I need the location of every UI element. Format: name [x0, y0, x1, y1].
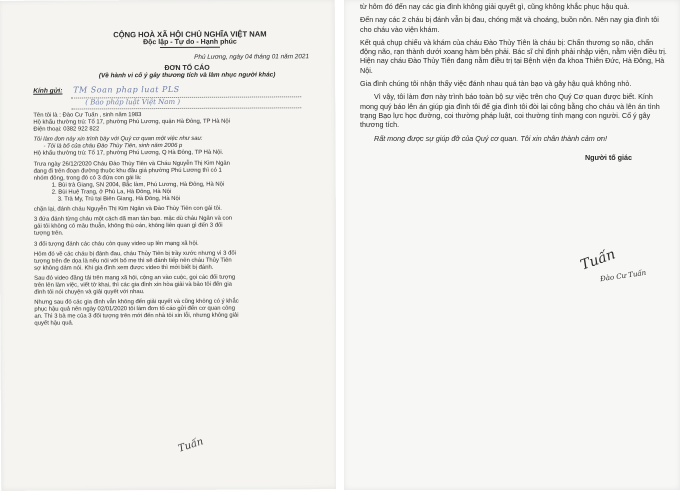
header-underline [160, 47, 220, 48]
page1-line: tượng trên. [33, 230, 64, 238]
recipient-handwritten-2: ( Báo pháp luật Việt Nam ) [85, 97, 181, 107]
page1-line: an. Thì 3 bà mẹ của 3 đối tượng trên mới đến nhà tôi xin lỗi, nhưng không giải [34, 312, 239, 321]
page1-line: đang đi trên đoạn đường thuộc khu đầu giá phường Phú Lương thì có 1 [33, 167, 222, 175]
signer-label: Người tố giác [584, 152, 632, 162]
page1-line: Nhưng sau đó các gia đình vẫn không đến giải quyết và cũng không có ý khắc [34, 298, 239, 306]
page1-line: Hộ khẩu thường trú: Tổ 17, phường Phú Lương, Q Hà Đông, TP Hà Nội. [33, 150, 224, 158]
page2-paragraph: Gia đình chúng tôi nhận thấy việc đánh nhau quá tàn bạo và gây hậu quả không nhỏ. [360, 79, 632, 89]
page1-line: chặn lại, đánh cháu Nguyễn Thị Kim Ngân và Đào Thùy Tiên con gái tôi. [33, 205, 222, 213]
page1-line: Tên tôi là : Đào Cư Tuấn , sinh năm 1983 [33, 112, 142, 119]
page1-line: Điện thoại: 0382 922 822 [33, 126, 100, 133]
page1-line: gái tôi không có mâu thuẫn, không thù oán, không liên quan gì đến 3 đối [33, 223, 223, 231]
page1-line: phục hậu quả nên ngày 02/01/2020 tôi làm đơn tố cáo gửi đến cơ quan công [34, 305, 236, 313]
page2-paragraph: Vì vậy, tôi làm đơn này trình báo toàn bộ sự việc trên cho Quý Cơ quan được biết. Kính mong quý báo lên án giúp gia đình tôi để gia đình tôi đòi lại công bằng cho cháu và lên án tình trạng Bạo lực học đường, coi thường pháp luật, coi thường tính mạng con người. Cố ý gây thương tích. [360, 92, 660, 130]
page1-line: 1. Bùi trà Giang, SN 2004, Bắc làm, Phú Lương, Hà Đông, Hà Nội [51, 181, 225, 189]
recipient-block [33, 86, 327, 110]
document-date: Phú Lương, ngày 04 tháng 01 năm 2021 [194, 53, 310, 61]
page1-line: 3. Trà My, Trú tại Biên Giang, Hà Đông, Hà Nội [57, 195, 181, 203]
page2-paragraph: Đến nay các 2 cháu bị đánh vẫn bị đau, chóng mặt và choáng, buồn nôn. Nên nay gia đình tôi cho cháu vào viện khám. [360, 15, 659, 34]
country-header: CỘNG HOÀ XÃ HỘI CHỦ NGHĨA VIỆT NAM [113, 29, 267, 40]
page1-line: trên lên làm việc, viết tờ khai, thì các gia đình xin hòa giải và bảo tôi đến gia [34, 281, 232, 289]
page1-line: Hộ khẩu thường trú: Tổ 17, phường Phú Lương, quận Hà Đông, TP Hà Nội [33, 118, 231, 126]
page1-line: Hôm đó về các cháu bị đánh đau, cháu Thủy Tiên bị trầy xước nhưng vì 3 đối [34, 250, 236, 258]
signer-name: Đào Cư Tuấn [599, 268, 647, 284]
page1-signature: Tuấn [176, 436, 205, 455]
page1-line: quyết hậu quả. [34, 320, 74, 328]
page1-body [33, 111, 328, 328]
page1-line: tượng trên đe dọa là nếu nói với bố mẹ thì sẽ đánh tiếp nên cháu Thủy Tiên [34, 257, 232, 265]
motto: Độc lập - Tự do - Hạnh phúc [143, 38, 237, 47]
page2-paragraph: Kết quả chụp chiếu và khám của cháu Đào Thủy Tiên là cháu bị: Chấn thương sọ não, chấn động não, rạn thành dưới xoang hàm bên phải. Bác sĩ chỉ định phải nhập viện, nằm viện điều trị. Hiện nay cháu Đào Thủy Tiên đang nằm điều trị tại Bệnh viện đa khoa Thiên Đức, Hà Đông, Hà Nội. [360, 37, 667, 75]
page1-line: Sau đó video đăng tải trên mạng xã hội, cộng an vào cuộc, gọi các đối tượng [34, 274, 236, 282]
page1-line: đình tôi nói chuyện và giải quyết với nhau. [34, 289, 145, 296]
page1-line: - Tôi là bố của cháu Đào Thùy Tiên, sinh năm 2006 p [43, 143, 183, 151]
page1-line: sợ không dám nói. Khi gia đình xem được video thì mới biết bị đánh. [34, 264, 214, 272]
page2-body [360, 2, 670, 143]
page2-paragraph: Rất mong được sự giúp đỡ của Quý cơ quan. Tôi xin chân thành cảm ơn! [374, 133, 608, 143]
recipient-handwritten-1: TM Soan phap luat PLS [73, 84, 180, 95]
document-page-1 [0, 0, 337, 491]
page2-signature: Tuấn [578, 246, 618, 274]
page1-line: 3 đối tượng đánh các cháu còn quay video up lên mạng xã hội. [33, 240, 199, 248]
document-page-2 [344, 0, 680, 490]
page1-line: 2. Bùi Huệ Trang, ở Phú La, Hà Đông, Hà Nội [51, 188, 172, 196]
page1-line: Tôi làm đơn này xin trình bày với Quý cơ quan một việc như sau: [33, 136, 203, 143]
document-subtitle: (Về hành vi cố ý gây thương tích và làm nhục người khác) [98, 71, 276, 80]
page1-line: nhóm đông, trong đó có 3 đứa con gái là: [33, 174, 142, 182]
document-title: ĐƠN TỐ CÁO [164, 64, 210, 73]
page2-paragraph: từ hôm đó đến nay các gia đình không giải quyết gì, cũng không khắc phục hậu quả. [360, 2, 630, 11]
page-divider [336, 0, 344, 490]
page1-line: Trưa ngày 26/12/2020 Cháu Đào Thùy Tiên và Cháu Nguyễn Thị Kim Ngân [33, 160, 230, 168]
recipient-label: Kính gửi: [33, 87, 63, 95]
page1-line: 3 đứa đánh từng cháu một cách dã man tàn bạo. mặc dù cháu Ngân và con [33, 215, 233, 223]
